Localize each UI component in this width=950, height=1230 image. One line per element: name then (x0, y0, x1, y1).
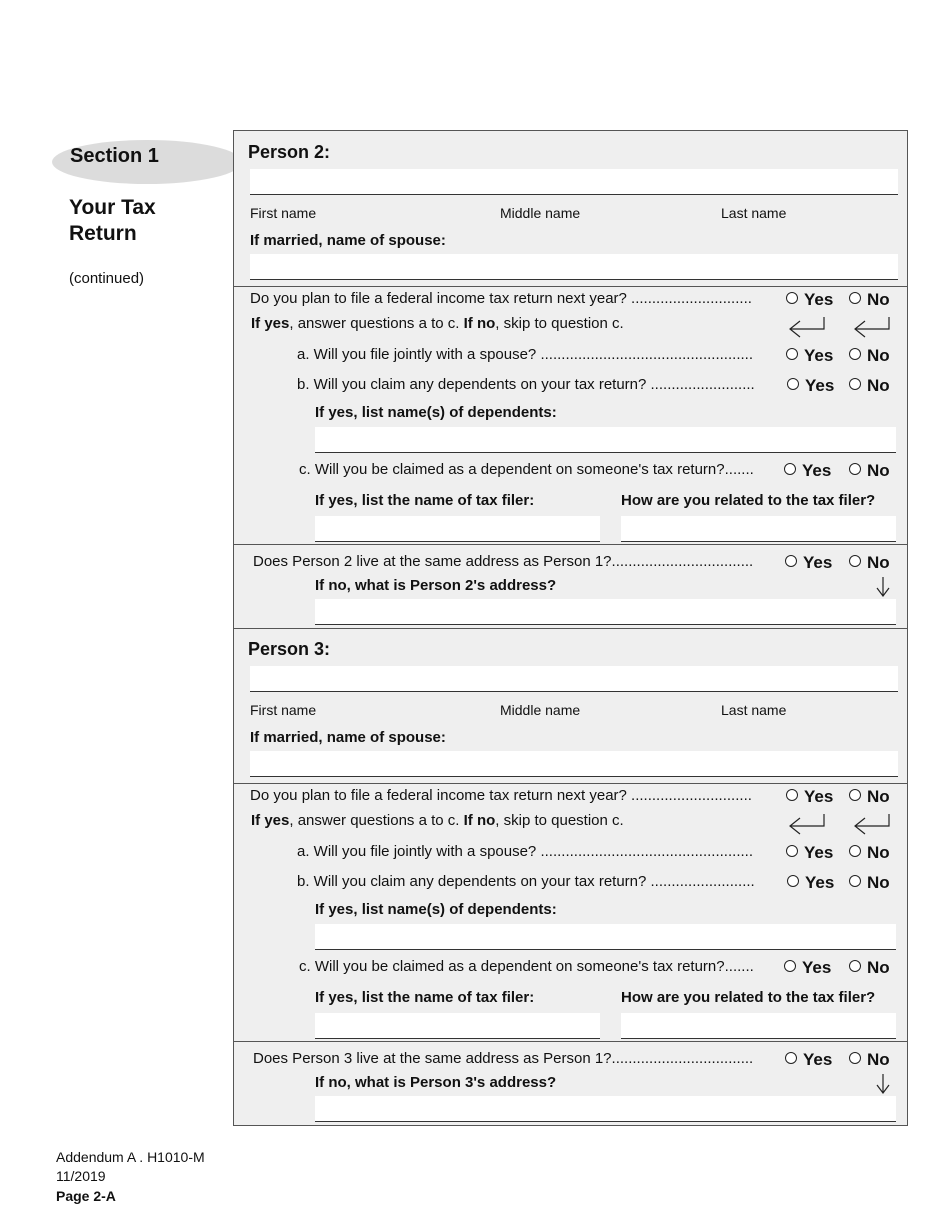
question-b: b. Will you claim any dependents on your tax return? ......................... (297, 376, 755, 393)
question-file-return: Do you plan to file a federal income tax return next year? ............................. (250, 290, 752, 307)
tax-filer-label: If yes, list the name of tax filer: (315, 492, 535, 509)
divider (234, 544, 907, 545)
return-arrow-icon (786, 812, 826, 836)
section-label: Section 1 (70, 145, 159, 167)
form-panel (233, 130, 908, 1126)
radio-yes[interactable] (785, 555, 797, 567)
instruction-text: If yes, answer questions a to c. If no, skip to question c. (251, 812, 624, 829)
person-title: Person 2: (248, 142, 331, 162)
radio-yes[interactable] (786, 789, 798, 801)
page-number: Page 2-A (56, 1188, 116, 1204)
radio-yes[interactable] (787, 378, 799, 390)
yes-option[interactable]: Yes (784, 461, 831, 481)
no-option[interactable]: No (849, 290, 890, 310)
radio-yes[interactable] (786, 845, 798, 857)
yes-option[interactable]: Yes (787, 873, 834, 893)
radio-yes[interactable] (784, 960, 796, 972)
question-a: a. Will you file jointly with a spouse? ................................................... (297, 843, 753, 860)
radio-no[interactable] (849, 845, 861, 857)
person-title: Person 3: (248, 639, 331, 659)
radio-no[interactable] (849, 292, 861, 304)
radio-no[interactable] (849, 378, 861, 390)
radio-yes[interactable] (785, 1052, 797, 1064)
relation-field[interactable] (621, 516, 896, 542)
yes-option[interactable]: Yes (784, 958, 831, 978)
yes-option[interactable]: Yes (785, 1050, 832, 1070)
relation-label: How are you related to the tax filer? (621, 989, 876, 1006)
address-label: If no, what is Person 2's address? (315, 577, 557, 594)
down-arrow-icon (875, 1072, 891, 1096)
no-option[interactable]: No (849, 1050, 890, 1070)
address-field[interactable] (315, 599, 896, 625)
yes-option[interactable]: Yes (786, 290, 833, 310)
radio-no[interactable] (849, 875, 861, 887)
no-option[interactable]: No (849, 346, 890, 366)
page-subtitle: (continued) (69, 270, 145, 287)
spouse-name-field[interactable] (250, 751, 898, 777)
tax-filer-label: If yes, list the name of tax filer: (315, 989, 535, 1006)
radio-no[interactable] (849, 463, 861, 475)
radio-yes[interactable] (786, 348, 798, 360)
form-id: Addendum A . H1010-M (56, 1149, 205, 1165)
yes-option[interactable]: Yes (787, 376, 834, 396)
middle-name-label: Middle name (500, 205, 581, 221)
spouse-name-field[interactable] (250, 254, 898, 280)
divider (234, 783, 907, 784)
dependents-field[interactable] (315, 924, 896, 950)
tax-filer-field[interactable] (315, 1013, 600, 1039)
divider (234, 1041, 907, 1042)
no-option[interactable]: No (849, 376, 890, 396)
no-option[interactable]: No (849, 461, 890, 481)
radio-no[interactable] (849, 348, 861, 360)
middle-name-label: Middle name (500, 702, 581, 718)
yes-option[interactable]: Yes (785, 553, 832, 573)
dependents-label: If yes, list name(s) of dependents: (315, 901, 557, 918)
radio-yes[interactable] (786, 292, 798, 304)
page-title: Your Tax Return (69, 196, 156, 245)
address-label: If no, what is Person 3's address? (315, 1074, 557, 1091)
full-name-field[interactable] (250, 666, 898, 692)
relation-field[interactable] (621, 1013, 896, 1039)
return-arrow-icon (786, 315, 826, 339)
radio-no[interactable] (849, 789, 861, 801)
radio-no[interactable] (849, 555, 861, 567)
yes-option[interactable]: Yes (786, 346, 833, 366)
form-date: 11/2019 (56, 1168, 106, 1184)
radio-no[interactable] (849, 960, 861, 972)
no-option[interactable]: No (849, 873, 890, 893)
question-b: b. Will you claim any dependents on your tax return? ......................... (297, 873, 755, 890)
dependents-label: If yes, list name(s) of dependents: (315, 404, 557, 421)
relation-label: How are you related to the tax filer? (621, 492, 876, 509)
dependents-field[interactable] (315, 427, 896, 453)
return-arrow-icon (851, 315, 891, 339)
spouse-label: If married, name of spouse: (250, 729, 446, 746)
spouse-label: If married, name of spouse: (250, 232, 446, 249)
return-arrow-icon (851, 812, 891, 836)
no-option[interactable]: No (849, 843, 890, 863)
no-option[interactable]: No (849, 787, 890, 807)
instruction-text: If yes, answer questions a to c. If no, skip to question c. (251, 315, 624, 332)
first-name-label: First name (250, 702, 317, 718)
question-c: c. Will you be claimed as a dependent on someone's tax return?....... (299, 958, 754, 975)
question-same-address: Does Person 2 live at the same address as Person 1?.................................. (253, 553, 754, 570)
first-name-label: First name (250, 205, 317, 221)
address-field[interactable] (315, 1096, 896, 1122)
yes-option[interactable]: Yes (786, 787, 833, 807)
yes-option[interactable]: Yes (786, 843, 833, 863)
person-block (234, 628, 907, 1125)
last-name-label: Last name (721, 702, 787, 718)
divider (234, 286, 907, 287)
no-option[interactable]: No (849, 958, 890, 978)
question-file-return: Do you plan to file a federal income tax return next year? ............................. (250, 787, 752, 804)
last-name-label: Last name (721, 205, 787, 221)
full-name-field[interactable] (250, 169, 898, 195)
question-same-address: Does Person 3 live at the same address as Person 1?.................................. (253, 1050, 754, 1067)
no-option[interactable]: No (849, 553, 890, 573)
down-arrow-icon (875, 575, 891, 599)
question-c: c. Will you be claimed as a dependent on someone's tax return?....... (299, 461, 754, 478)
tax-filer-field[interactable] (315, 516, 600, 542)
person-block (234, 131, 907, 628)
radio-no[interactable] (849, 1052, 861, 1064)
radio-yes[interactable] (787, 875, 799, 887)
radio-yes[interactable] (784, 463, 796, 475)
question-a: a. Will you file jointly with a spouse? ................................................... (297, 346, 753, 363)
divider (234, 628, 907, 629)
